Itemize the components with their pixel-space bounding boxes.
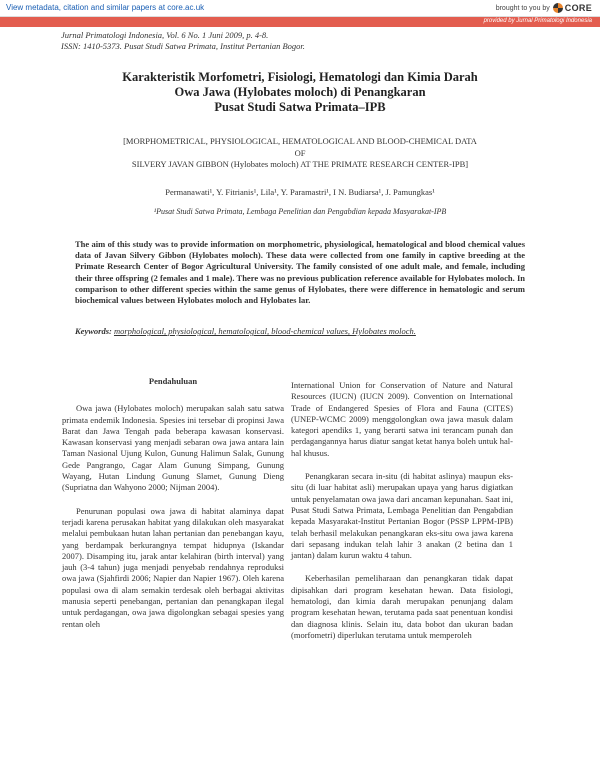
paper-title [40,70,560,115]
authors: Permanawati¹, Y. Fitrianis¹, Lila¹, Y. Paramastri¹, I N. Budiarsa¹, J. Pamungkas¹ [165,187,435,197]
keywords-value[interactable]: morphological, physiological, hematological, blood-chemical values, Hylobates moloch. [113,326,416,336]
core-logo-text: CORE [564,3,592,13]
paragraph: Keberhasilan pemeliharaan dan penangkaran tidak dapat dipisahkan dari program kesehatan hewan. Data fisiologi, hematologi, dan kimia darah merupakan penunjang dalam program kesehatan hewan, terutama pada saat penentuan kondisi dan diagnosa klinis. Selain itu, data bobot dan ukuran badan (morfometri) diperlukan terutama untuk memperoleh [291,573,513,640]
paragraph: International Union for Conservation of Nature and Natural Resources (IUCN) (IUCN 2009). Convention on International Trade of Endangered Spesies of Flora and Fauna (CITES) (UNEP-WCMC 2009) menggolongkan owa jawa masuk dalam kategori apendiks 1, yang berarti satwa ini terancam punah dan perdagangannya harus diatur sangat ketat hanya boleh untuk hal-hal khusus. [291,380,513,458]
keywords: Keywords: morphological, physiological, hematological, blood-chemical values, Hylobates moloch. [75,326,416,336]
eng-title-line-1: [MORPHOMETRICAL, PHYSIOLOGICAL, HEMATOLOGICAL AND BLOOD-CHEMICAL DATA [123,136,477,146]
paragraph: Owa jawa (Hylobates moloch) merupakan salah satu satwa primata endemik Indonesia. Spesies ini tersebar di propinsi Jawa Barat dan Jawa Tengah pada beberapa kawasan konservasi. Kawasan konservasi yang menjadi sebaran owa jawa antara lain Taman Nasional Ujung Kulon, Gunung Halimun Salak, Gunung Gede Pangrango, Cagar Alam Gunung Simpang, Gunung Wayang, Hutan Lindung Gunung Slamet, Gunung Dieng (Supriatna dan Wahyono 2000; Nijman 2004). [62,403,284,493]
metadata-link[interactable]: View metadata, citation and similar papers at core.ac.uk [6,3,205,12]
journal-info [61,30,305,52]
paragraph: Penangkaran secara in-situ (di habitat aslinya) maupun eks-situ (di luar habitat asli) merupakan upaya yang harus digiatkan untuk penyelamatan owa jawa dari ancaman kepunahan. Saat ini, Pusat Studi Satwa Primata, Lembaga Penelitian dan Pengabdian kepada Masyarakat-Institut Pertanian Bogor (PSSP LPPM-IPB) telah berhasil melakukan penangkaran eks-situ owa jawa karena dari sepasang indukan telah lahir 3 anakan (2 betina dan 1 jantan) dalam kurun waktu 4 tahun. [291,471,513,561]
left-column [62,369,284,642]
core-top-bar [0,0,600,17]
journal-citation: Jurnal Primatologi Indonesia, Vol. 6 No. 1 Juni 2009, p. 4-8. [61,30,269,40]
brought-by-text: brought to you by [495,4,550,12]
right-column [291,380,513,653]
english-title [40,136,560,171]
title-line-3: Pusat Studi Satwa Primata–IPB [214,100,386,114]
journal-issn: ISSN: 1410-5373. Pusat Studi Satwa Primata, Institut Pertanian Bogor. [61,41,305,51]
core-logo-icon [553,3,563,13]
keywords-label: Keywords [75,326,109,336]
core-logo[interactable] [553,3,592,13]
affiliation: ¹Pusat Studi Satwa Primata, Lembaga Penelitian dan Pengabdian kepada Masyarakat-IPB [153,207,447,216]
paragraph: Penurunan populasi owa jawa di habitat alaminya dapat terjadi karena perusakan habitat yang dilakukan oleh masyarakat melalui pembukaan hutan lahan pertanian dan penebangan kayu, yang berdampak berkurangnya tempat hidupnya (Iskandar 2007). Disamping itu, jarak antar kelahiran (birth interval) yang jauh (3-4 tahun) juga menjadi penyebab rendahnya reproduksi owa jawa (Sjahfirdi 2006; Napier dan Napier 1967). Oleh karena populasi owa di alam semakin terdesak oleh berbagai aktivitas manusia seperti penebangan, pertanian dan penangkapan ilegal untuk perdagangan, owa jawa digolongkan sebagai spesies yang rentan oleh [62,505,284,629]
eng-title-line-2: OF [294,147,306,158]
section-heading: Pendahuluan [148,376,198,386]
provider-bar [0,17,600,27]
title-line-2: Owa Jawa (Hylobates moloch) di Penangkaran [174,85,426,99]
title-line-1: Karakteristik Morfometri, Fisiologi, Hematologi dan Kimia Darah [122,70,478,84]
provided-by-text[interactable]: provided by Jurnal Primatologi Indonesia [483,18,592,24]
eng-title-line-3: SILVERY JAVAN GIBBON (Hylobates moloch) AT THE PRIMATE RESEARCH CENTER-IPB] [131,159,469,169]
core-branding[interactable] [496,3,592,13]
abstract: The aim of this study was to provide information on morphometric, physiological, hematological and blood chemical values data of Javan Silvery Gibbon (Hylobates moloch). These data were collected from one family in captive breeding at the Primate Research Center of Bogor Agricultural University. The family consisted of one adult male, and female, including their three offspring (2 females and 1 male). There was no previous publication reference available for Hylobates moloch. In comparison to other different species within the same genus of Hylobates, there were difference in hematologic and serum biochemical values between Hylobates moloch and Hylobates lar. [75,239,525,306]
